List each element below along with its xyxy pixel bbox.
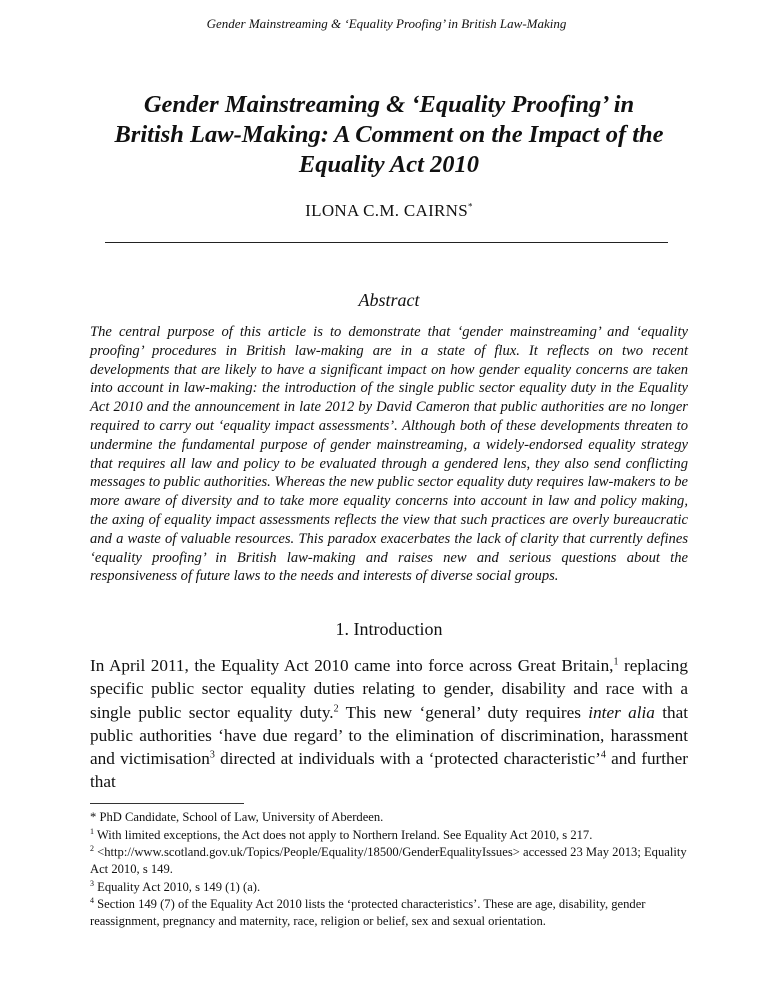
footnote-text: Section 149 (7) of the Equality Act 2010 lists the ‘protected characteristics’. These are age, disability, gender reassignment, pregnancy and maternity, race, religion or belief, sex and sexual orientation. <box>90 896 646 929</box>
title-line: British Law-Making: A Comment on the Impact of the <box>114 121 664 148</box>
footnote-ref[interactable]: 2 <box>333 702 339 714</box>
body-text: In April 2011, the Equality Act 2010 came into force across Great Britain, <box>90 656 614 676</box>
title-divider <box>105 242 668 243</box>
section-heading: 1. Introduction <box>335 619 443 640</box>
author-name: ILONA C.M. CAIRNS <box>305 201 469 220</box>
body-text: replacing specific public sector equality duties relating to gender, disability and race with a single public sector equality duty. <box>90 656 688 722</box>
footnote-mark: 1 <box>90 826 94 836</box>
footnote-text: Equality Act 2010, s 149 (1) (a). <box>94 879 261 894</box>
footnote-mark: * <box>90 810 97 825</box>
footnote <box>90 896 688 931</box>
footnote-divider <box>90 803 244 804</box>
footnotes <box>90 809 688 930</box>
italic-phrase: inter alia <box>588 702 655 722</box>
footnote-mark: 4 <box>90 895 94 905</box>
footnote-ref[interactable]: 3 <box>209 749 215 761</box>
footnote-text: With limited exceptions, the Act does not apply to Northern Ireland. See Equality Act 2010, s 217. <box>94 827 593 842</box>
body-paragraph <box>90 654 688 793</box>
footnote-mark: 2 <box>90 843 94 853</box>
footnote <box>90 844 688 879</box>
footnote-ref[interactable]: 4 <box>600 749 606 761</box>
footnote-ref[interactable]: 1 <box>613 656 619 668</box>
abstract-heading: Abstract <box>358 290 420 310</box>
footnote <box>90 827 688 844</box>
title-line: Equality Act 2010 <box>298 151 480 178</box>
footnote-text: PhD Candidate, School of Law, University of Aberdeen. <box>96 810 384 825</box>
author-footnote-marker: * <box>468 201 473 212</box>
title-line: Gender Mainstreaming & ‘Equality Proofing’ in <box>143 91 635 118</box>
author <box>90 200 688 222</box>
abstract-text: The central purpose of this article is to demonstrate that ‘gender mainstreaming’ and ‘equality proofing’ procedures in British law-making are in a state of flux. It reflects on two recent developments that are likely to have a significant impact on how gender equality concerns are taken into account in law-making: the introduction of the single public sector equality duty in the Equality Act 2010 and the announcement in late 2012 by David Cameron that public authorities are no longer required to carry out ‘equality impact assessments’. Although both of these developments threaten to undermine the fundamental purpose of gender mainstreaming, a widely-endorsed equality strategy that requires all law and policy to be evaluated through a gendered lens, they also send conflicting messages to public authorities. Whereas the new public sector equality duty requires law-makers to be more aware of diversity and to take more equality concerns into account in law and policy making, the axing of equality impact assessments reflects the view that such practices are overly bureaucratic and a waste of valuable resources. This paradox exacerbates the lack of clarity that currently defines ‘equality proofing’ in British law-making and raises new and serious questions about the responsiveness of future laws to the needs and interests of diverse social groups. <box>90 324 688 585</box>
footnote-mark: 3 <box>90 878 94 888</box>
footnote <box>90 879 688 896</box>
body-text: directed at individuals with a ‘protected characteristic’ <box>214 748 601 768</box>
running-header: Gender Mainstreaming & ‘Equality Proofing’ in British Law-Making <box>206 16 567 31</box>
article-title <box>70 90 708 180</box>
body-text: that public authorities ‘have due regard’ to the elimination of discrimination, harassment and victimisation <box>90 702 688 768</box>
footnote-text: <http://www.scotland.gov.uk/Topics/People/Equality/18500/GenderEqualityIssues> accessed 23 May 2013; Equality Act 2010, s 149. <box>90 844 687 877</box>
body-text: This new ‘general’ duty requires <box>338 702 589 722</box>
footnote <box>90 809 688 826</box>
body-text: and further that <box>90 748 688 792</box>
